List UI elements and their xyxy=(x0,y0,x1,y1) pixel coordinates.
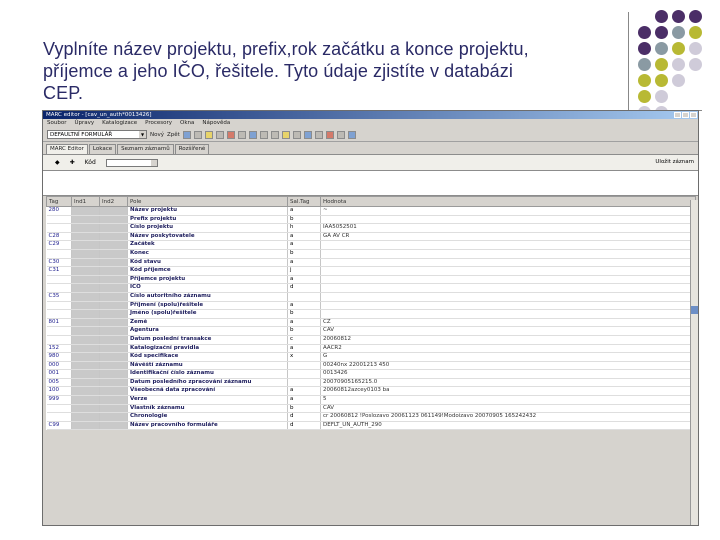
decorative-dot xyxy=(638,42,651,55)
col-ind2[interactable]: Ind2 xyxy=(100,197,128,207)
table-row[interactable] xyxy=(47,249,696,258)
row-value[interactable] xyxy=(321,292,696,301)
row-field-name[interactable]: Datum poslední transakce xyxy=(128,335,288,344)
row-field-name[interactable]: Identifikační číslo záznamu xyxy=(128,370,288,379)
table-row[interactable] xyxy=(47,232,696,241)
paste-icon[interactable] xyxy=(216,131,224,139)
row-ind2 xyxy=(100,292,128,301)
row-subfield[interactable]: a xyxy=(288,275,321,284)
table-header xyxy=(47,197,696,207)
minimize-button[interactable] xyxy=(674,112,681,118)
list-icon[interactable] xyxy=(293,131,301,139)
help-icon[interactable] xyxy=(348,131,356,139)
form-select[interactable] xyxy=(47,130,147,139)
row-field-name[interactable]: Konec xyxy=(128,249,288,258)
row-ind1 xyxy=(72,404,100,413)
row-ind2 xyxy=(100,404,128,413)
row-ind2 xyxy=(100,378,128,387)
row-subfield[interactable]: d xyxy=(288,284,321,293)
row-field-name[interactable]: Agentura xyxy=(128,327,288,336)
row-subfield[interactable] xyxy=(288,370,321,379)
row-value[interactable] xyxy=(321,241,696,250)
decorative-dot xyxy=(655,26,668,39)
row-field-name[interactable]: Příjemce projektu xyxy=(128,275,288,284)
row-field-name[interactable]: Katalogizační pravidla xyxy=(128,344,288,353)
row-ind2 xyxy=(100,284,128,293)
menubar xyxy=(43,119,698,128)
row-ind2 xyxy=(100,275,128,284)
row-field-name[interactable]: Název pracovního formuláře xyxy=(128,421,288,430)
row-ind2 xyxy=(100,387,128,396)
chevron-down-icon xyxy=(151,160,157,166)
table-row[interactable] xyxy=(47,421,696,430)
row-tag[interactable]: 100 xyxy=(47,387,72,396)
menu-katalogizace[interactable]: Katalogizace xyxy=(102,120,138,126)
row-tag[interactable]: C30 xyxy=(47,258,72,267)
row-subfield[interactable] xyxy=(288,292,321,301)
row-tag[interactable]: C29 xyxy=(47,241,72,250)
table-row[interactable] xyxy=(47,224,696,233)
row-subfield[interactable]: b xyxy=(288,215,321,224)
row-subfield[interactable]: a xyxy=(288,207,321,216)
row-ind2 xyxy=(100,215,128,224)
row-ind1 xyxy=(72,292,100,301)
print-icon[interactable] xyxy=(238,131,246,139)
kod-label: Kód xyxy=(84,159,96,166)
row-field-name[interactable]: Všeobecná data zpracování xyxy=(128,387,288,396)
row-value[interactable] xyxy=(321,267,696,276)
row-ind2 xyxy=(100,353,128,362)
row-field-name[interactable]: Název projektu xyxy=(128,207,288,216)
row-tag[interactable]: 280 xyxy=(47,207,72,216)
decorative-dot xyxy=(655,74,668,87)
table-row[interactable] xyxy=(47,361,696,370)
tab-lokace[interactable]: Lokace xyxy=(89,144,116,154)
row-subfield[interactable]: j xyxy=(288,267,321,276)
row-subfield[interactable] xyxy=(288,361,321,370)
row-value[interactable] xyxy=(321,258,696,267)
row-value[interactable] xyxy=(321,310,696,319)
row-ind2 xyxy=(100,232,128,241)
decorative-dot xyxy=(638,58,651,71)
vertical-scrollbar[interactable] xyxy=(690,200,698,526)
row-value[interactable]: ~ xyxy=(321,207,696,216)
row-value[interactable]: G xyxy=(321,353,696,362)
window-title: MARC editor - [cav_un_auth*0013426] xyxy=(46,112,152,118)
decorative-dot xyxy=(672,42,685,55)
decorative-dot xyxy=(672,26,685,39)
row-value[interactable]: 20060812azcey0103 ba xyxy=(321,387,696,396)
row-subfield[interactable]: a xyxy=(288,396,321,405)
row-field-name[interactable]: Začátek xyxy=(128,241,288,250)
row-tag[interactable]: C31 xyxy=(47,267,72,276)
row-field-name[interactable]: Číslo autoritního záznamu xyxy=(128,292,288,301)
arrow-down-icon[interactable] xyxy=(315,131,323,139)
row-ind1 xyxy=(72,378,100,387)
row-subfield[interactable] xyxy=(288,378,321,387)
row-ind1 xyxy=(72,267,100,276)
row-subfield[interactable]: b xyxy=(288,327,321,336)
row-subfield[interactable]: h xyxy=(288,224,321,233)
row-field-name[interactable]: Kód stavu xyxy=(128,258,288,267)
row-ind1 xyxy=(72,241,100,250)
row-tag[interactable]: 005 xyxy=(47,378,72,387)
menu-napoveda[interactable]: Nápověda xyxy=(202,120,231,126)
maximize-button[interactable] xyxy=(682,112,689,118)
row-field-name[interactable]: Návěští záznamu xyxy=(128,361,288,370)
add-icon[interactable]: ✚ xyxy=(69,159,75,166)
table-row[interactable] xyxy=(47,215,696,224)
row-subfield[interactable]: b xyxy=(288,249,321,258)
decorative-dot xyxy=(672,74,685,87)
row-field-name[interactable]: Verze xyxy=(128,396,288,405)
row-ind1 xyxy=(72,301,100,310)
table-row[interactable] xyxy=(47,310,696,319)
table-row[interactable] xyxy=(47,396,696,405)
row-ind1 xyxy=(72,413,100,422)
row-value[interactable] xyxy=(321,249,696,258)
row-subfield[interactable]: x xyxy=(288,353,321,362)
copy-icon[interactable] xyxy=(194,131,202,139)
row-subfield[interactable]: d xyxy=(288,413,321,422)
row-tag[interactable]: 152 xyxy=(47,344,72,353)
row-field-name[interactable]: Kód příjemce xyxy=(128,267,288,276)
row-tag[interactable]: C99 xyxy=(47,421,72,430)
row-field-name[interactable]: Země xyxy=(128,318,288,327)
row-ind2 xyxy=(100,344,128,353)
redo-icon[interactable] xyxy=(271,131,279,139)
row-tag[interactable]: 980 xyxy=(47,353,72,362)
row-subfield[interactable]: a xyxy=(288,318,321,327)
tab-marc-editor[interactable]: MARC Editor xyxy=(46,144,88,154)
arrow-up-icon[interactable] xyxy=(304,131,312,139)
close-button[interactable] xyxy=(690,112,697,118)
row-ind1 xyxy=(72,215,100,224)
table-row[interactable] xyxy=(47,275,696,284)
check-icon[interactable] xyxy=(326,131,334,139)
row-field-name[interactable]: Prefix projektu xyxy=(128,215,288,224)
row-field-name[interactable]: Kód specifikace xyxy=(128,353,288,362)
row-value[interactable]: CAV xyxy=(321,327,696,336)
table-row[interactable] xyxy=(47,335,696,344)
row-ind2 xyxy=(100,301,128,310)
row-tag[interactable] xyxy=(47,327,72,336)
row-ind2 xyxy=(100,258,128,267)
slide-title-line-1: Vyplníte název projektu, prefix,rok začátku a konce projektu, xyxy=(43,39,529,59)
row-value[interactable]: 20070905165215.0 xyxy=(321,378,696,387)
row-value[interactable]: 00240nx 22001213 450 xyxy=(321,361,696,370)
row-ind1 xyxy=(72,310,100,319)
row-tag[interactable] xyxy=(47,404,72,413)
back-button[interactable]: Zpět xyxy=(167,131,180,138)
table-row[interactable] xyxy=(47,258,696,267)
row-ind2 xyxy=(100,396,128,405)
row-ind1 xyxy=(72,387,100,396)
row-ind2 xyxy=(100,318,128,327)
row-value[interactable]: 20060812 xyxy=(321,335,696,344)
folder-icon[interactable] xyxy=(205,131,213,139)
row-ind1 xyxy=(72,327,100,336)
row-ind2 xyxy=(100,413,128,422)
row-ind1 xyxy=(72,335,100,344)
row-ind1 xyxy=(72,396,100,405)
decorative-dot xyxy=(655,90,668,103)
row-value[interactable]: 5 xyxy=(321,396,696,405)
decorative-dot xyxy=(689,10,702,23)
menu-okna[interactable]: Okna xyxy=(180,120,195,126)
row-field-name[interactable]: Datum posledního zpracování záznamu xyxy=(128,378,288,387)
row-value[interactable]: cr 20060812 !Poslozavo 20061123 061149!Modoizavo 20070905 165242432 xyxy=(321,413,696,422)
form-select-value: DEFAULTNÍ FORMULÁŘ xyxy=(50,132,113,138)
table-row[interactable] xyxy=(47,301,696,310)
row-subfield[interactable]: a xyxy=(288,387,321,396)
window-titlebar xyxy=(43,111,698,119)
tab-seznam-zaznamu[interactable]: Seznam záznamů xyxy=(117,144,174,154)
row-ind2 xyxy=(100,370,128,379)
row-subfield[interactable]: a xyxy=(288,344,321,353)
row-field-name[interactable]: Chronologie xyxy=(128,413,288,422)
row-subfield[interactable]: c xyxy=(288,335,321,344)
table-row[interactable] xyxy=(47,344,696,353)
col-tag[interactable]: Tag xyxy=(47,197,72,207)
tab-rozsirene[interactable]: Rozšířené xyxy=(175,144,210,154)
decorative-dot xyxy=(672,58,685,71)
row-tag[interactable]: 000 xyxy=(47,361,72,370)
row-value[interactable] xyxy=(321,301,696,310)
scrollbar-thumb[interactable] xyxy=(691,306,698,314)
row-ind1 xyxy=(72,258,100,267)
decorative-dot xyxy=(655,58,668,71)
decorative-dot xyxy=(638,90,651,103)
table-row[interactable] xyxy=(47,267,696,276)
row-tag[interactable]: 001 xyxy=(47,370,72,379)
row-ind1 xyxy=(72,361,100,370)
row-field-name[interactable]: Příjmení (spolu)řešitele xyxy=(128,301,288,310)
row-subfield[interactable]: a xyxy=(288,232,321,241)
row-subfield[interactable]: b xyxy=(288,404,321,413)
decorative-dot xyxy=(689,58,702,71)
row-subfield[interactable]: a xyxy=(288,301,321,310)
table-row[interactable] xyxy=(47,318,696,327)
row-tag[interactable] xyxy=(47,413,72,422)
row-value[interactable] xyxy=(321,284,696,293)
row-ind1 xyxy=(72,249,100,258)
book-icon[interactable] xyxy=(282,131,290,139)
table-row[interactable] xyxy=(47,404,696,413)
table-row[interactable] xyxy=(47,241,696,250)
row-ind2 xyxy=(100,327,128,336)
row-ind2 xyxy=(100,241,128,250)
row-tag[interactable] xyxy=(47,275,72,284)
search-icon[interactable] xyxy=(249,131,257,139)
edit-bar xyxy=(43,154,698,170)
table-row[interactable] xyxy=(47,292,696,301)
row-ind2 xyxy=(100,310,128,319)
new-button[interactable]: Nový xyxy=(150,131,164,138)
row-ind1 xyxy=(72,207,100,216)
row-value[interactable]: GA AV ČR xyxy=(321,232,696,241)
row-ind1 xyxy=(72,344,100,353)
row-ind2 xyxy=(100,249,128,258)
row-ind1 xyxy=(72,224,100,233)
record-preview-area xyxy=(43,170,698,196)
row-field-name[interactable]: Jméno (spolu)řešitele xyxy=(128,310,288,319)
row-tag[interactable]: 801 xyxy=(47,318,72,327)
save-record-button[interactable]: Uložit záznam xyxy=(655,159,694,165)
row-tag[interactable] xyxy=(47,215,72,224)
row-tag[interactable] xyxy=(47,301,72,310)
menu-procesory[interactable]: Procesory xyxy=(145,120,173,126)
table-row[interactable] xyxy=(47,327,696,336)
settings-icon[interactable] xyxy=(337,131,345,139)
kod-input[interactable] xyxy=(106,159,158,167)
toolbar xyxy=(43,128,698,142)
tab-strip xyxy=(43,144,698,154)
slide-title xyxy=(43,38,623,104)
chevron-down-icon: ▼ xyxy=(140,132,145,137)
decorative-dot xyxy=(689,42,702,55)
decorative-dot xyxy=(672,10,685,23)
row-ind2 xyxy=(100,335,128,344)
row-ind1 xyxy=(72,318,100,327)
row-ind1 xyxy=(72,353,100,362)
table-row[interactable] xyxy=(47,378,696,387)
col-sal-tag[interactable]: Sal.Tag xyxy=(288,197,321,207)
row-tag[interactable] xyxy=(47,310,72,319)
slide-title-line-2: příjemce a jeho IČO, řešitele. Tyto údaje zjistíte v databázi xyxy=(43,61,513,81)
row-ind2 xyxy=(100,207,128,216)
row-field-name[interactable]: Číslo projektu xyxy=(128,224,288,233)
row-tag[interactable] xyxy=(47,335,72,344)
table-row[interactable] xyxy=(47,284,696,293)
row-ind1 xyxy=(72,370,100,379)
table-row[interactable] xyxy=(47,353,696,362)
decorative-dot xyxy=(655,42,668,55)
divider-vertical xyxy=(628,12,629,112)
row-value[interactable]: CZ xyxy=(321,318,696,327)
slide-title-line-3: CEP. xyxy=(43,83,84,103)
decorative-dot xyxy=(689,26,702,39)
row-ind2 xyxy=(100,361,128,370)
row-subfield[interactable]: a xyxy=(288,258,321,267)
row-value[interactable]: DEFLT_UN_AUTH_290 xyxy=(321,421,696,430)
row-ind2 xyxy=(100,421,128,430)
col-hodnota[interactable]: Hodnota xyxy=(321,197,696,207)
save-icon[interactable] xyxy=(183,131,191,139)
decorative-dot xyxy=(638,74,651,87)
row-tag[interactable]: C28 xyxy=(47,232,72,241)
row-ind2 xyxy=(100,224,128,233)
row-subfield[interactable]: d xyxy=(288,421,321,430)
row-value[interactable]: AACR2 xyxy=(321,344,696,353)
row-ind1 xyxy=(72,232,100,241)
row-subfield[interactable]: a xyxy=(288,241,321,250)
table-row[interactable] xyxy=(47,387,696,396)
undo-icon[interactable] xyxy=(260,131,268,139)
decorative-dot xyxy=(655,10,668,23)
delete-icon[interactable] xyxy=(227,131,235,139)
menu-soubor[interactable]: Soubor xyxy=(47,120,67,126)
row-tag[interactable] xyxy=(47,249,72,258)
marc-field-table xyxy=(46,196,696,430)
row-value[interactable] xyxy=(321,275,696,284)
row-tag[interactable] xyxy=(47,284,72,293)
row-field-name[interactable]: Název poskytovatele xyxy=(128,232,288,241)
table-row[interactable] xyxy=(47,370,696,379)
decorative-dot xyxy=(638,26,651,39)
decorative-dot-grid xyxy=(638,10,718,125)
row-subfield[interactable]: b xyxy=(288,310,321,319)
row-tag[interactable]: C35 xyxy=(47,292,72,301)
menu-upravy[interactable]: Úpravy xyxy=(74,120,95,126)
diamond-icon[interactable]: ◆ xyxy=(55,159,60,166)
marc-editor-window xyxy=(42,110,699,526)
row-ind1 xyxy=(72,284,100,293)
row-value[interactable]: 0013426 xyxy=(321,370,696,379)
table-row[interactable] xyxy=(47,413,696,422)
row-value[interactable]: CAV xyxy=(321,404,696,413)
row-value[interactable]: IAA5052501 xyxy=(321,224,696,233)
row-field-name[interactable]: IČO xyxy=(128,284,288,293)
row-ind1 xyxy=(72,421,100,430)
row-tag[interactable] xyxy=(47,224,72,233)
row-tag[interactable]: 999 xyxy=(47,396,72,405)
row-value[interactable] xyxy=(321,215,696,224)
table-row[interactable] xyxy=(47,207,696,216)
col-ind1[interactable]: Ind1 xyxy=(72,197,100,207)
row-field-name[interactable]: Vlastník záznamu xyxy=(128,404,288,413)
row-ind1 xyxy=(72,275,100,284)
row-ind2 xyxy=(100,267,128,276)
col-pole[interactable]: Pole xyxy=(128,197,288,207)
